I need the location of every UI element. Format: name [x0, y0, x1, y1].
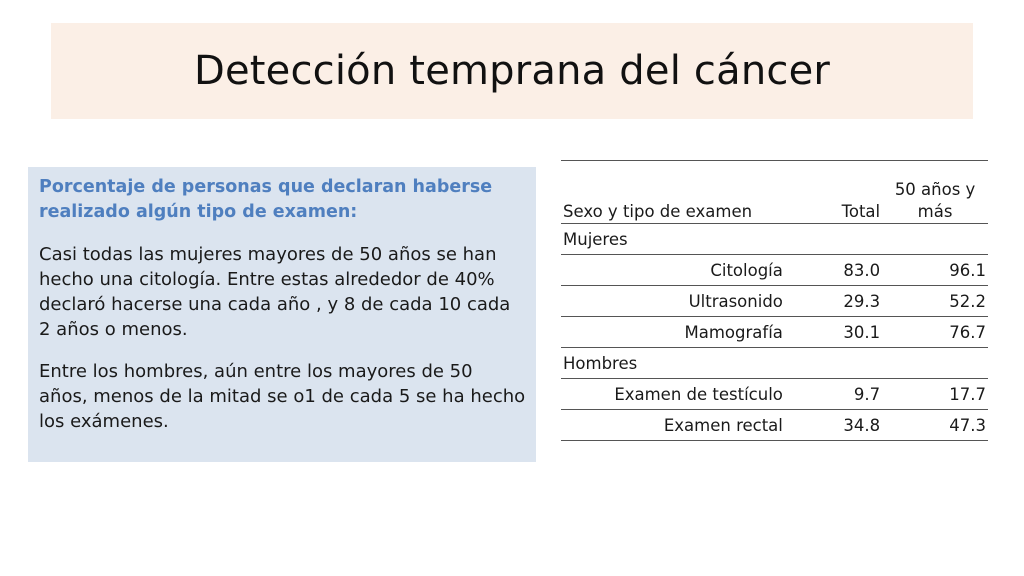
table-row — [561, 317, 988, 348]
row-total: 9.7 — [785, 379, 882, 410]
table-row — [561, 410, 988, 441]
summary-textbox — [28, 167, 536, 462]
title-band — [51, 23, 973, 119]
group-row-women — [561, 224, 988, 255]
summary-lead: Porcentaje de personas que declaran haberse realizado algún tipo de examen: — [39, 177, 493, 222]
row-over-50: 17.7 — [882, 379, 988, 410]
row-total: 83.0 — [785, 255, 882, 286]
row-total: 34.8 — [785, 410, 882, 441]
row-over-50: 76.7 — [882, 317, 988, 348]
row-label: Ultrasonido — [561, 286, 785, 317]
header-exam-type: Sexo y tipo de examen — [561, 161, 785, 224]
group-label: Hombres — [561, 348, 988, 379]
summary-paragraph-men: Entre los hombres, aún entre los mayores de 50 años, menos de la mitad se o1 de cada 5 se ha hecho los exámenes. — [39, 361, 526, 432]
table-row — [561, 379, 988, 410]
row-label: Mamografía — [561, 317, 785, 348]
table-header-row — [561, 161, 988, 224]
slide-title: Detección temprana del cáncer — [193, 48, 831, 94]
table-row — [561, 286, 988, 317]
exam-table — [561, 160, 988, 441]
row-label: Citología — [561, 255, 785, 286]
group-label: Mujeres — [561, 224, 988, 255]
row-over-50: 52.2 — [882, 286, 988, 317]
row-total: 30.1 — [785, 317, 882, 348]
header-over-50: 50 años y más — [882, 161, 988, 224]
row-over-50: 96.1 — [882, 255, 988, 286]
row-label: Examen de testículo — [561, 379, 785, 410]
row-total: 29.3 — [785, 286, 882, 317]
row-label: Examen rectal — [561, 410, 785, 441]
summary-paragraph-women: Casi todas las mujeres mayores de 50 años se han hecho una citología. Entre estas alrededor de 40% declaró hacerse una cada año , y 8 de cada 10 cada 2 años o menos. — [39, 244, 511, 340]
table-row — [561, 255, 988, 286]
header-total: Total — [785, 161, 882, 224]
row-over-50: 47.3 — [882, 410, 988, 441]
group-row-men — [561, 348, 988, 379]
